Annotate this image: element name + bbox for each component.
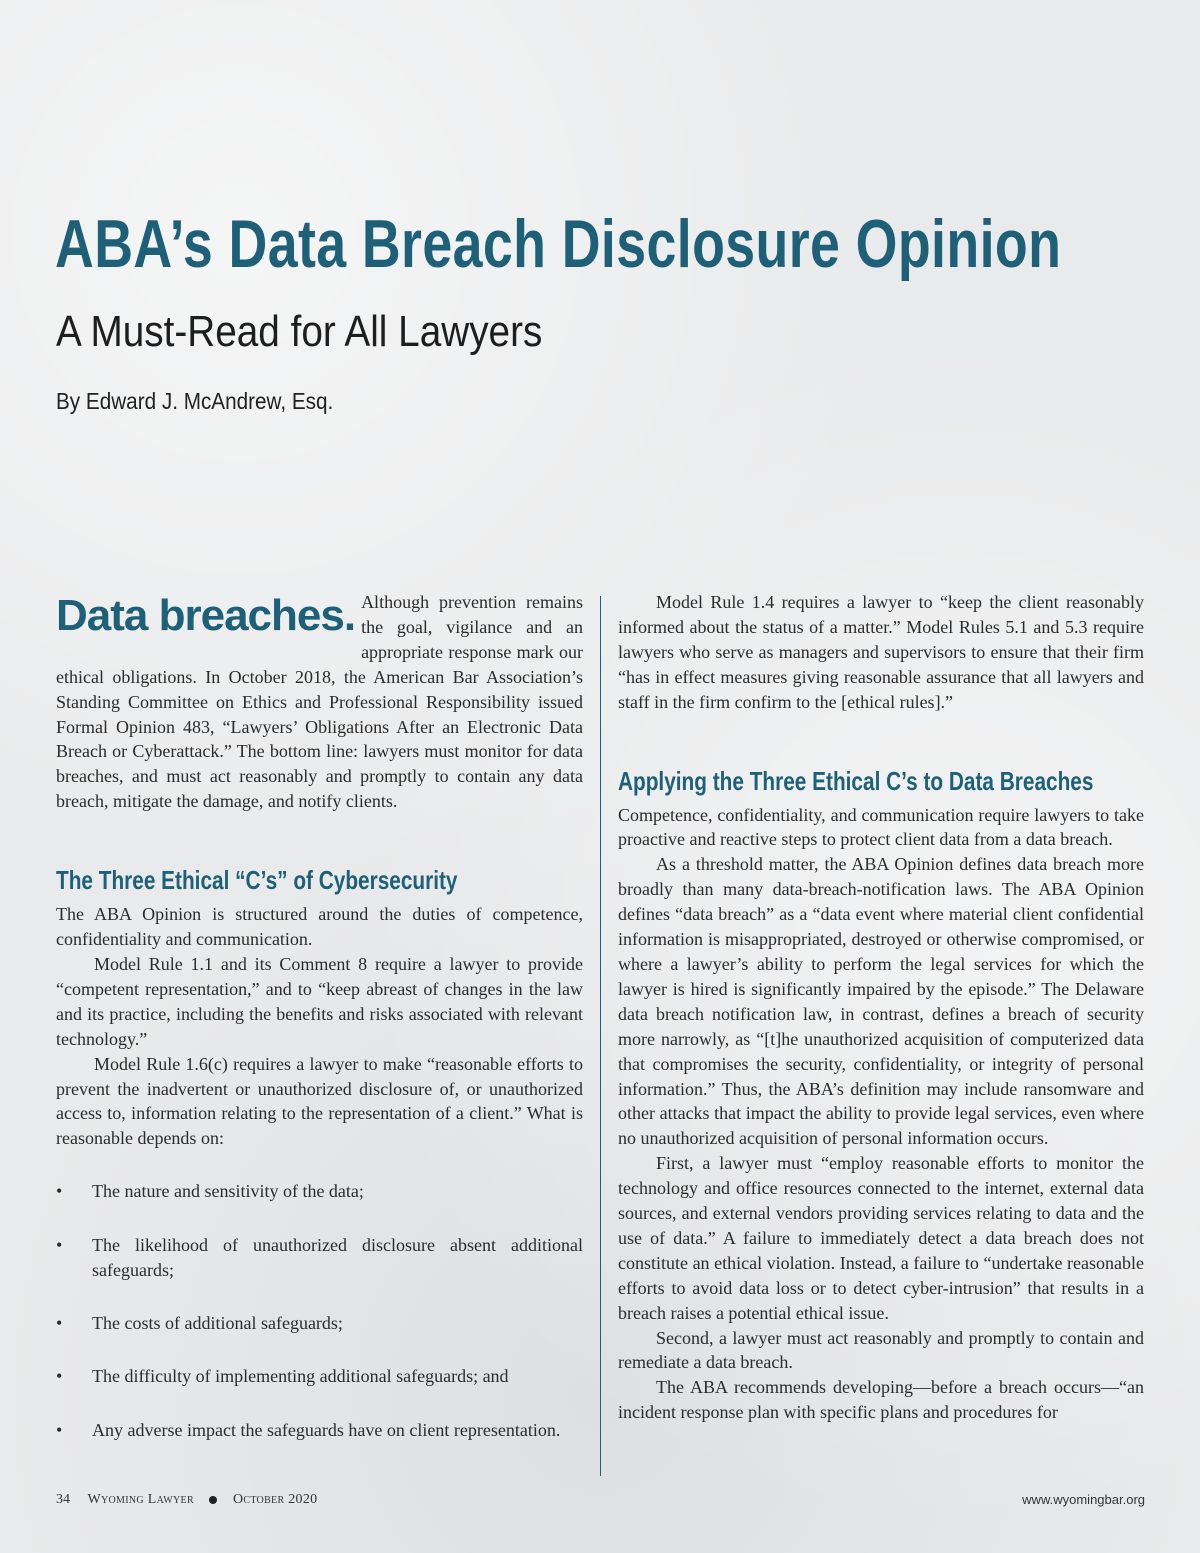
article-subtitle: A Must-Read for All Lawyers [56, 307, 543, 356]
bullet-icon: • [56, 1181, 63, 1202]
bullet-icon: • [56, 1366, 63, 1387]
body-paragraph: First, a lawyer must “employ reasonable efforts to monitor the technology and office resources connected to the internet, external data sources, and external vendors providing services relating to data and the use of data.” A failure to immediately detect a data breach does not constitute an ethical violation. Instead, a failure to “undertake reasonable efforts to avoid data loss or to detect cyber-intrusion” that results in a breach raises a potential ethical issue. [618, 1153, 1144, 1323]
bullet-icon: • [56, 1312, 63, 1333]
bullet-icon: • [56, 1234, 63, 1255]
page-number: 34 [56, 1492, 70, 1507]
list-item-text: The nature and sensitivity of the data; [92, 1181, 364, 1202]
left-column [56, 590, 583, 1471]
list-item [56, 1364, 583, 1389]
body-paragraph: As a threshold matter, the ABA Opinion defines data breach more broadly than many data-breach-notification laws. The ABA Opinion defines “data breach” as a “data event where material client confidential information is misappropriated, destroyed or otherwise compromised, or where a lawyer’s ability to perform the legal services for which the lawyer is hired is significantly impaired by the episode.” The Delaware data breach notification law, in contrast, defines a breach of security more narrowly, as “[t]he unauthorized acquisition of computerized data that compromises the security, confidentiality, or integrity of personal information.” Thus, the ABA’s definition may include ransomware and other attacks that impact the ability to provide legal services, even where no unauthorized acquisition of personal information occurs. [618, 854, 1144, 1149]
list-item [56, 1311, 583, 1336]
footer-left [56, 1492, 317, 1508]
body-paragraph: Second, a lawyer must act reasonably and promptly to contain and remediate a data breach. [618, 1327, 1144, 1373]
list-item-text: The difficulty of implementing additional safeguards; and [92, 1366, 509, 1387]
body-paragraph: Model Rule 1.4 requires a lawyer to “keep the client reasonably informed about the status of a matter.” Model Rules 5.1 and 5.3 require lawyers who serve as managers and supervisors to ensure that their firm “has in effect measures giving reasonable assurance that all lawyers and staff in the firm confirm to the [ethical rules].” [618, 592, 1144, 712]
list-item [56, 1179, 583, 1204]
body-paragraph: Model Rule 1.6(c) requires a lawyer to make “reasonable efforts to prevent the inadvertent or unauthorized disclosure of, or unauthorized access to, information relating to the representation of a client.” What is reasonable depends on: [56, 1053, 583, 1149]
right-column [618, 590, 1144, 1425]
byline: By Edward J. McAndrew, Esq. [56, 388, 334, 414]
lead-in: Data breaches. [56, 591, 356, 640]
website-url: www.wyomingbar.org [1022, 1492, 1145, 1507]
list-item-text: The costs of additional safeguards; [92, 1312, 343, 1333]
list-item-text: The likelihood of unauthorized disclosure absent additional safeguards; [92, 1234, 583, 1280]
intro-paragraph [56, 590, 583, 814]
column-divider [600, 596, 601, 1476]
list-item [56, 1233, 583, 1283]
page-footer [56, 1492, 1145, 1514]
article-title: ABA’s Data Breach Disclosure Opinion [55, 206, 1062, 282]
section-heading-three-cs: The Three Ethical “C’s” of Cybersecurity [56, 865, 458, 896]
intro-text: Although prevention remains the goal, vigilance and an appropriate response mark our ethical obligations. In October 2018, the American Bar Association’s Standing Committee on Ethics and Professional Responsibility issued Formal Opinion 483, “Lawyers’ Obligations After an Electronic Data Breach or Cyberattack.” The bottom line: lawyers must monitor for data breaches, and must act reasonably and promptly to contain any data breach, mitigate the damage, and notify clients. [56, 592, 583, 812]
publication-name: Wyoming Lawyer [87, 1492, 194, 1507]
issue-date: October 2020 [232, 1492, 318, 1507]
body-paragraph: The ABA Opinion is structured around the duties of competence, confidentiality and communication. [56, 904, 583, 950]
body-paragraph: Competence, confidentiality, and communication require lawyers to take proactive and reactive steps to protect client data from a data breach. [618, 804, 1144, 850]
bullet-icon: • [56, 1419, 63, 1440]
body-paragraph: The ABA recommends developing—before a breach occurs—“an incident response plan with specific plans and procedures for [618, 1377, 1144, 1423]
body-paragraph: Model Rule 1.1 and its Comment 8 require a lawyer to provide “competent representation,” and to “keep abreast of changes in the law and its practice, including the benefits and risks associated with relevant technology.” [56, 953, 583, 1049]
reasonableness-factors-list [56, 1179, 583, 1442]
section-heading-applying-cs: Applying the Three Ethical C’s to Data Breaches [618, 765, 1094, 796]
list-item-text: Any adverse impact the safeguards have on client representation. [92, 1419, 561, 1440]
list-item [56, 1418, 583, 1443]
separator-dot-icon [209, 1496, 217, 1504]
